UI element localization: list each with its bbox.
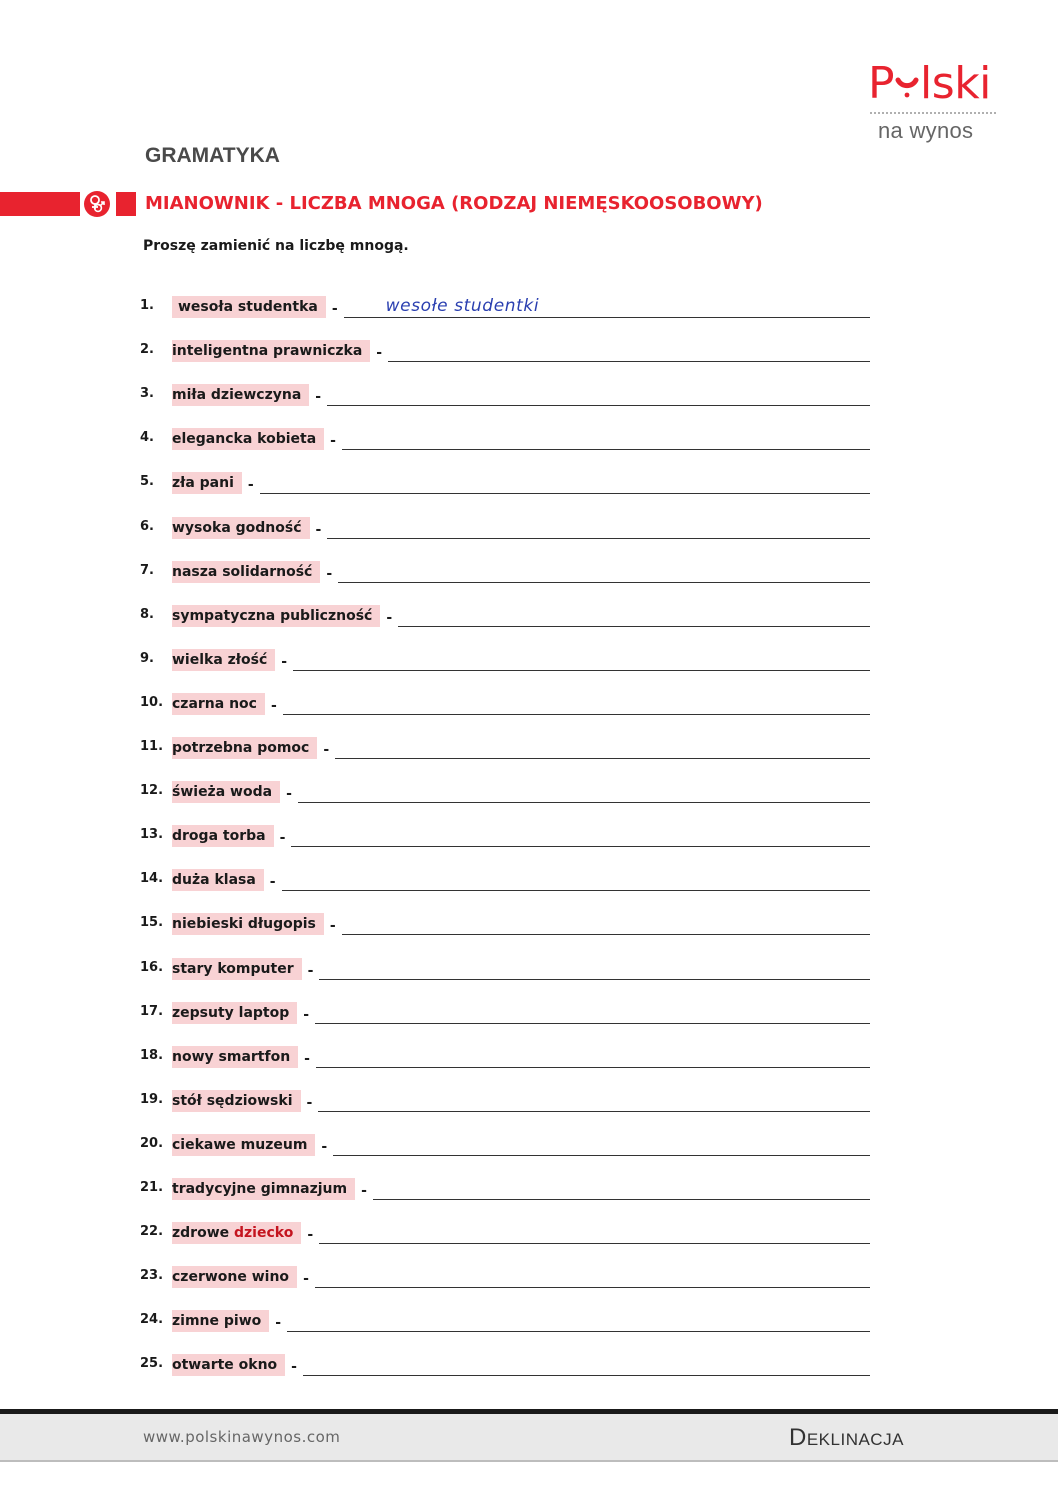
exercise-row bbox=[140, 1088, 870, 1112]
exercise-line bbox=[172, 1308, 870, 1332]
exercise-number: 18. bbox=[140, 1047, 164, 1063]
exercise-number: 24. bbox=[140, 1312, 164, 1328]
exercise-phrase-text: sympatyczna publiczność bbox=[172, 607, 373, 624]
answer-field[interactable] bbox=[260, 471, 870, 494]
exercise-row bbox=[140, 1000, 870, 1024]
exercise-dash: - bbox=[315, 521, 322, 538]
exercise-number: 23. bbox=[140, 1268, 164, 1284]
exercise-dash: - bbox=[386, 609, 393, 626]
exercise-row bbox=[140, 559, 870, 583]
exercise-line bbox=[172, 559, 870, 583]
exercise-phrase-text: ciekawe muzeum bbox=[172, 1136, 308, 1153]
exercise-phrase bbox=[172, 1354, 285, 1376]
exercise-phrase-text: wielka złość bbox=[172, 651, 268, 668]
answer-field[interactable] bbox=[319, 957, 870, 980]
logo-text-before: P bbox=[868, 58, 895, 109]
exercise-dash: - bbox=[315, 389, 322, 406]
exercise-number: 15. bbox=[140, 915, 164, 931]
exercise-number: 4. bbox=[140, 430, 154, 446]
exercise-line bbox=[172, 956, 870, 980]
answer-field[interactable] bbox=[316, 1045, 870, 1068]
exercise-phrase-text: zepsuty laptop bbox=[172, 1004, 290, 1021]
exercise-dash: - bbox=[326, 565, 333, 582]
exercise-number: 9. bbox=[140, 650, 154, 666]
answer-field[interactable] bbox=[327, 516, 870, 539]
answer-field[interactable] bbox=[342, 427, 870, 450]
exercise-number: 7. bbox=[140, 562, 154, 578]
exercise-line bbox=[172, 1220, 870, 1244]
exercise-line bbox=[172, 515, 870, 539]
exercise-dash: - bbox=[286, 786, 292, 803]
exercise-line bbox=[172, 470, 870, 494]
exercise-number: 19. bbox=[140, 1091, 164, 1107]
exercise-dash: - bbox=[323, 742, 330, 758]
exercise-phrase-text: stary komputer bbox=[172, 960, 294, 977]
answer-field[interactable] bbox=[283, 692, 870, 715]
exercise-row bbox=[140, 647, 870, 671]
exercise-row bbox=[140, 338, 870, 362]
exercise-line bbox=[172, 1044, 870, 1068]
footer-url[interactable]: www.polskinawynos.com bbox=[143, 1428, 341, 1446]
exercise-number: 3. bbox=[140, 386, 154, 402]
exercise-phrase-accent: dziecko bbox=[234, 1225, 294, 1242]
answer-field[interactable] bbox=[344, 295, 870, 318]
exercise-phrase bbox=[172, 561, 320, 583]
logo-text-after: lski bbox=[920, 58, 991, 109]
answer-field[interactable] bbox=[303, 1353, 870, 1376]
exercise-line bbox=[172, 867, 870, 891]
exercise-line bbox=[172, 1352, 870, 1376]
exercise-dash: - bbox=[291, 1359, 297, 1376]
exercise-phrase bbox=[172, 913, 324, 935]
smile-icon bbox=[894, 68, 920, 98]
answer-field[interactable] bbox=[315, 1001, 870, 1024]
answer-field[interactable] bbox=[373, 1177, 870, 1200]
exercise-phrase bbox=[172, 693, 265, 715]
exercise-line bbox=[172, 1088, 870, 1112]
exercise-row bbox=[140, 823, 870, 847]
exercise-phrase-text: droga torba bbox=[172, 828, 266, 845]
exercise-row bbox=[140, 956, 870, 980]
exercise-phrase bbox=[172, 384, 309, 406]
exercise-phrase-text: elegancka kobieta bbox=[172, 431, 317, 448]
exercise-dash: - bbox=[281, 653, 288, 670]
exercise-phrase-text: wesoła studentka bbox=[178, 299, 318, 315]
exercise-number: 20. bbox=[140, 1135, 164, 1151]
exercise-number: 5. bbox=[140, 474, 154, 490]
exercise-phrase-text: potrzebna pomoc bbox=[172, 740, 310, 756]
exercise-phrase-text: miła dziewczyna bbox=[172, 387, 302, 404]
exercise-row bbox=[140, 1132, 870, 1156]
exercise-row bbox=[140, 1176, 870, 1200]
exercise-phrase-text: inteligentna prawniczka bbox=[172, 343, 363, 360]
answer-field[interactable] bbox=[319, 1221, 870, 1244]
exercise-line bbox=[172, 1264, 870, 1288]
exercise-number: 8. bbox=[140, 606, 154, 622]
exercise-number: 6. bbox=[140, 518, 154, 534]
exercise-dash: - bbox=[275, 1315, 282, 1332]
exercise-phrase bbox=[172, 958, 302, 980]
exercise-number: 10. bbox=[140, 694, 164, 710]
exercise-row bbox=[140, 779, 870, 803]
exercise-number: 25. bbox=[140, 1356, 164, 1372]
exercise-row bbox=[140, 911, 870, 935]
exercise-phrase bbox=[172, 428, 324, 450]
exercise-phrase bbox=[172, 1178, 355, 1200]
exercise-row bbox=[140, 515, 870, 539]
exercise-dash: - bbox=[307, 962, 314, 979]
exercise-phrase-text: niebieski długopis bbox=[172, 916, 316, 933]
exercise-row bbox=[140, 735, 870, 759]
exercise-phrase bbox=[172, 340, 370, 362]
exercise-row bbox=[140, 867, 870, 891]
exercise-line bbox=[172, 647, 870, 671]
title-bar-right bbox=[116, 192, 136, 216]
exercise-phrase-text: zła pani bbox=[172, 475, 234, 492]
logo-divider bbox=[870, 112, 996, 114]
exercise-phrase-text: czerwone wino bbox=[172, 1269, 290, 1286]
exercise-row bbox=[140, 1220, 870, 1244]
exercise-dash: - bbox=[303, 1271, 309, 1288]
answer-field[interactable] bbox=[291, 824, 870, 847]
polski-na-wynos-logo bbox=[868, 58, 1002, 148]
exercise-phrase bbox=[172, 1310, 269, 1332]
exercise-row bbox=[140, 691, 870, 715]
exercise-phrase-text: nasza solidarność bbox=[172, 563, 313, 580]
exercise-dash: - bbox=[321, 1138, 328, 1155]
exercise-line bbox=[172, 735, 870, 759]
exercise-dash: - bbox=[247, 477, 254, 494]
exercise-dash: - bbox=[279, 830, 286, 847]
section-label: GRAMATYKA bbox=[145, 144, 280, 167]
exercise-phrase bbox=[172, 296, 326, 318]
exercise-number: 12. bbox=[140, 783, 164, 799]
answer-field[interactable] bbox=[333, 1133, 870, 1156]
exercise-line bbox=[172, 1176, 870, 1200]
exercise-phrase-text: zimne piwo bbox=[172, 1313, 262, 1330]
exercise-line bbox=[172, 779, 870, 803]
gender-symbols-icon bbox=[84, 191, 110, 217]
answer-field[interactable] bbox=[293, 648, 870, 671]
exercise-phrase-text: nowy smartfon bbox=[172, 1048, 291, 1065]
exercise-number: 21. bbox=[140, 1180, 164, 1195]
exercise-dash: - bbox=[270, 697, 277, 714]
exercise-line bbox=[172, 338, 870, 362]
exercise-row bbox=[140, 1308, 870, 1332]
exercise-phrase-text: tradycyjne gimnazjum bbox=[172, 1181, 348, 1197]
answer-field[interactable] bbox=[335, 736, 870, 759]
exercise-dash: - bbox=[306, 1094, 313, 1111]
exercise-phrase bbox=[172, 1222, 301, 1244]
answer-field[interactable] bbox=[318, 1089, 870, 1112]
exercise-phrase bbox=[172, 1266, 297, 1288]
footer-divider-bottom bbox=[0, 1460, 1058, 1462]
exercise-row bbox=[140, 470, 870, 494]
logo-subtitle: na wynos bbox=[878, 118, 974, 143]
answer-field[interactable] bbox=[338, 560, 870, 583]
exercise-line bbox=[172, 603, 870, 627]
exercise-dash: - bbox=[329, 918, 336, 935]
exercise-line bbox=[172, 1132, 870, 1156]
exercise-number: 1. bbox=[140, 298, 154, 313]
exercise-phrase bbox=[172, 1046, 298, 1068]
exercise-line bbox=[172, 426, 870, 450]
exercise-phrase bbox=[172, 1002, 297, 1024]
answer-field[interactable] bbox=[327, 383, 870, 406]
exercise-phrase bbox=[172, 1090, 301, 1112]
exercise-title: MIANOWNIK - LICZBA MNOGA (RODZAJ NIEMĘSKOOSOBOWY) bbox=[145, 193, 763, 214]
exercise-phrase-text: czarna noc bbox=[172, 695, 257, 712]
answer-field[interactable] bbox=[282, 868, 870, 891]
exercise-phrase bbox=[172, 472, 242, 494]
exercise-phrase bbox=[172, 1134, 315, 1156]
answer-field[interactable] bbox=[388, 339, 870, 362]
exercise-dash: - bbox=[269, 874, 276, 891]
exercise-row bbox=[140, 1044, 870, 1068]
exercise-phrase bbox=[172, 825, 274, 847]
title-bar-left bbox=[0, 192, 80, 216]
exercise-dash: - bbox=[361, 1183, 367, 1199]
exercise-number: 11. bbox=[140, 739, 164, 754]
answer-field[interactable] bbox=[315, 1265, 870, 1288]
exercise-phrase bbox=[172, 649, 275, 671]
answer-field[interactable] bbox=[398, 604, 870, 627]
exercise-phrase-text: świeża woda bbox=[172, 784, 273, 801]
answer-field[interactable] bbox=[287, 1309, 870, 1332]
exercise-phrase-text: otwarte okno bbox=[172, 1357, 278, 1374]
exercise-dash: - bbox=[304, 1050, 310, 1067]
exercise-line bbox=[172, 294, 870, 318]
exercise-line bbox=[172, 823, 870, 847]
exercise-dash: - bbox=[331, 301, 338, 317]
exercise-phrase bbox=[172, 517, 310, 539]
exercise-line bbox=[172, 691, 870, 715]
exercise-dash: - bbox=[303, 1006, 310, 1023]
exercise-dash: - bbox=[307, 1227, 314, 1244]
exercise-line bbox=[172, 911, 870, 935]
answer-field[interactable] bbox=[342, 912, 870, 935]
exercise-row bbox=[140, 426, 870, 450]
logo-wordmark bbox=[868, 58, 991, 110]
exercise-line bbox=[172, 382, 870, 406]
exercise-phrase-text: duża klasa bbox=[172, 872, 256, 889]
exercise-row bbox=[140, 382, 870, 406]
exercise-number: 13. bbox=[140, 827, 164, 843]
exercise-line bbox=[172, 1000, 870, 1024]
exercise-number: 2. bbox=[140, 342, 154, 358]
exercise-row bbox=[140, 1352, 870, 1376]
exercise-phrase-text: wysoka godność bbox=[172, 519, 302, 536]
exercise-dash: - bbox=[330, 433, 336, 450]
exercise-phrase-text: stół sędziowski bbox=[172, 1092, 293, 1109]
exercise-dash: - bbox=[376, 345, 383, 362]
answer-text: wesołe studentki bbox=[385, 296, 540, 316]
exercise-phrase bbox=[172, 869, 264, 891]
exercise-number: 17. bbox=[140, 1003, 164, 1019]
exercise-row bbox=[140, 294, 870, 318]
exercise-number: 16. bbox=[140, 959, 164, 975]
exercise-number: 14. bbox=[140, 871, 164, 887]
exercise-phrase bbox=[172, 605, 380, 627]
exercise-phrase bbox=[172, 781, 280, 803]
exercise-phrase-text: zdrowe bbox=[172, 1225, 230, 1242]
exercise-phrase bbox=[172, 737, 317, 759]
footer-category: Deklinacja bbox=[789, 1424, 904, 1451]
exercise-row bbox=[140, 603, 870, 627]
answer-field[interactable] bbox=[298, 780, 870, 803]
exercise-number: 22. bbox=[140, 1224, 164, 1240]
instruction: Proszę zamienić na liczbę mnogą. bbox=[143, 238, 409, 254]
exercise-row bbox=[140, 1264, 870, 1288]
